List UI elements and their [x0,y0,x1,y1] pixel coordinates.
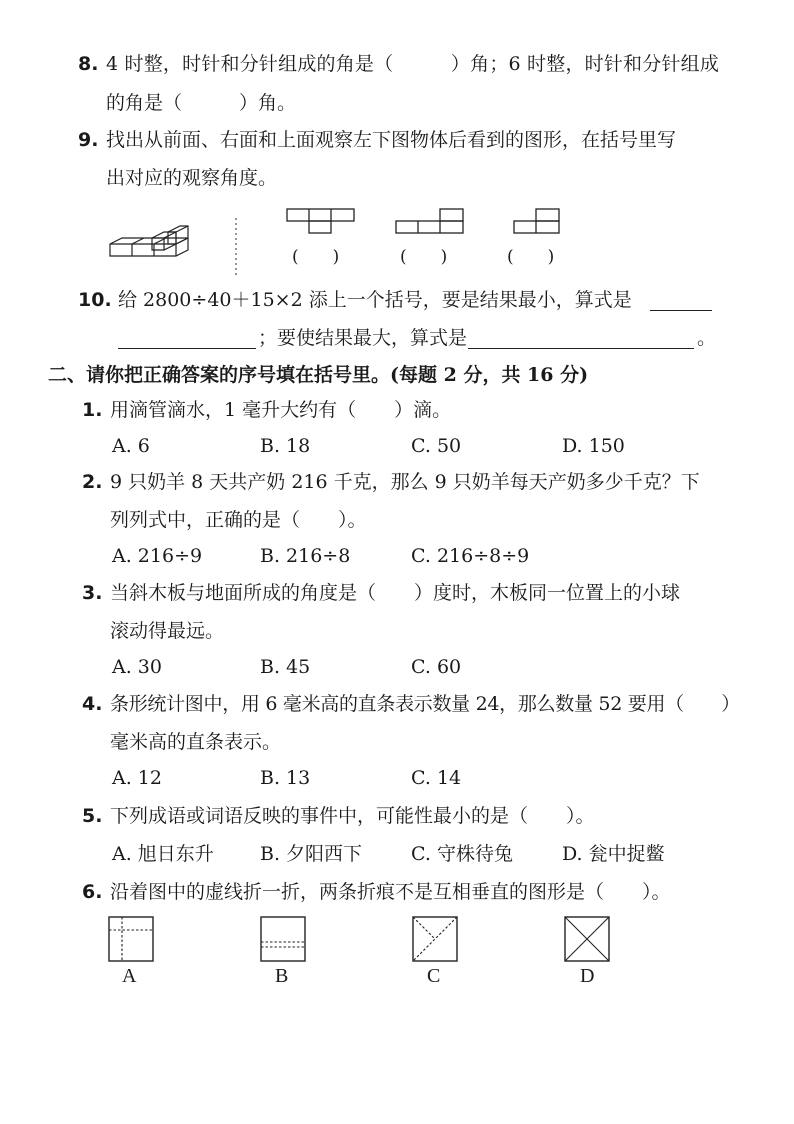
mc-number-2: 2. [82,471,103,493]
mc-2-option-a[interactable]: A. 216÷9 [112,545,203,567]
mc-3-option-c[interactable]: C. 60 [411,656,462,678]
question-number-9: 9. [78,129,99,151]
answer-blank-min-part1[interactable] [650,288,712,311]
mc-4-option-a[interactable]: A. 12 [112,767,162,789]
mc-2-stem-line-2: 列列式中，正确的是（ ）。 [110,509,367,531]
question-10-line-2: ；要使结果最大，算式是 [258,327,468,349]
fold-label-b: B [275,965,289,987]
mc-3-option-b[interactable]: B. 45 [260,656,311,678]
fold-label-c: C [427,965,441,987]
section-2-title: 二、请你把正确答案的序号填在括号里。(每题 2 分，共 16 分) [48,364,589,386]
mc-3-stem-line-1: 当斜木板与地面所成的角度是（ ）度时，木板同一位置上的小球 [110,582,681,604]
fold-figure-c[interactable] [412,916,458,962]
mc-5-option-d[interactable]: D. 瓮中捉鳖 [562,843,665,865]
mc-1-option-b[interactable]: B. 18 [260,435,311,457]
mc-4-stem-line-1: 条形统计图中，用 6 毫米高的直条表示数量 24，那么数量 52 要用（ ） [110,693,740,715]
mc-4-option-c[interactable]: C. 14 [411,767,462,789]
answer-paren-2[interactable]: ( ) [400,247,448,267]
question-9-line-1: 找出从前面、右面和上面观察左下图物体后看到的图形，在括号里写 [106,129,677,151]
mc-1-option-d[interactable]: D. 150 [562,435,625,457]
answer-blank-max[interactable] [468,326,694,349]
fold-label-d: D [580,965,595,987]
fold-figure-b[interactable] [260,916,306,962]
mc-5-option-b[interactable]: B. 夕阳西下 [260,843,363,865]
mc-5-stem: 下列成语或词语反映的事件中，可能性最小的是（ ）。 [110,805,595,827]
question-number-10: 10. [78,289,112,311]
question-8-line-2: 的角是（ ）角。 [106,92,297,114]
answer-paren-1[interactable]: ( ) [292,247,340,267]
answer-blank-min-part2[interactable] [118,326,256,349]
mc-1-option-a[interactable]: A. 6 [112,435,150,457]
question-number-8: 8. [78,53,99,75]
view-figure-1 [287,208,355,234]
mc-1-option-c[interactable]: C. 50 [411,435,462,457]
question-10-line-1: 给 2800÷40＋15×2 添上一个括号，要是结果最小，算式是 [118,289,632,311]
mc-2-option-b[interactable]: B. 216÷8 [260,545,351,567]
view-figure-3 [514,208,560,234]
mc-4-stem-line-2: 毫米高的直条表示。 [110,731,282,753]
fold-figure-d[interactable] [564,916,610,962]
mc-3-option-a[interactable]: A. 30 [112,656,162,678]
question-9-line-2: 出对应的观察角度。 [106,167,278,189]
question-8-line-1: 4 时整，时针和分针组成的角是（ ）角；6 时整，时针和分针组成 [106,53,720,75]
mc-3-stem-line-2: 滚动得最远。 [110,620,225,642]
mc-number-5: 5. [82,805,103,827]
view-figure-2 [396,208,464,234]
mc-5-option-c[interactable]: C. 守株待兔 [411,843,513,865]
fold-figure-a[interactable] [108,916,154,962]
mc-number-4: 4. [82,693,103,715]
answer-paren-3[interactable]: ( ) [507,247,555,267]
mc-6-stem: 沿着图中的虚线折一折，两条折痕不是互相垂直的图形是（ ）。 [110,881,671,903]
mc-5-option-a[interactable]: A. 旭日东升 [112,843,214,865]
mc-number-1: 1. [82,399,103,421]
question-10-end-mark: 。 [697,327,717,349]
mc-4-option-b[interactable]: B. 13 [260,767,311,789]
mc-number-6: 6. [82,881,103,903]
cube-object-figure [108,222,198,268]
mc-number-3: 3. [82,582,103,604]
mc-2-option-c[interactable]: C. 216÷8÷9 [411,545,530,567]
dotted-divider [234,218,238,276]
mc-2-stem-line-1: 9 只奶羊 8 天共产奶 216 千克，那么 9 只奶羊每天产奶多少千克？下 [110,471,700,493]
fold-label-a: A [122,965,137,987]
mc-1-stem: 用滴管滴水，1 毫升大约有（ ）滴。 [110,399,452,421]
